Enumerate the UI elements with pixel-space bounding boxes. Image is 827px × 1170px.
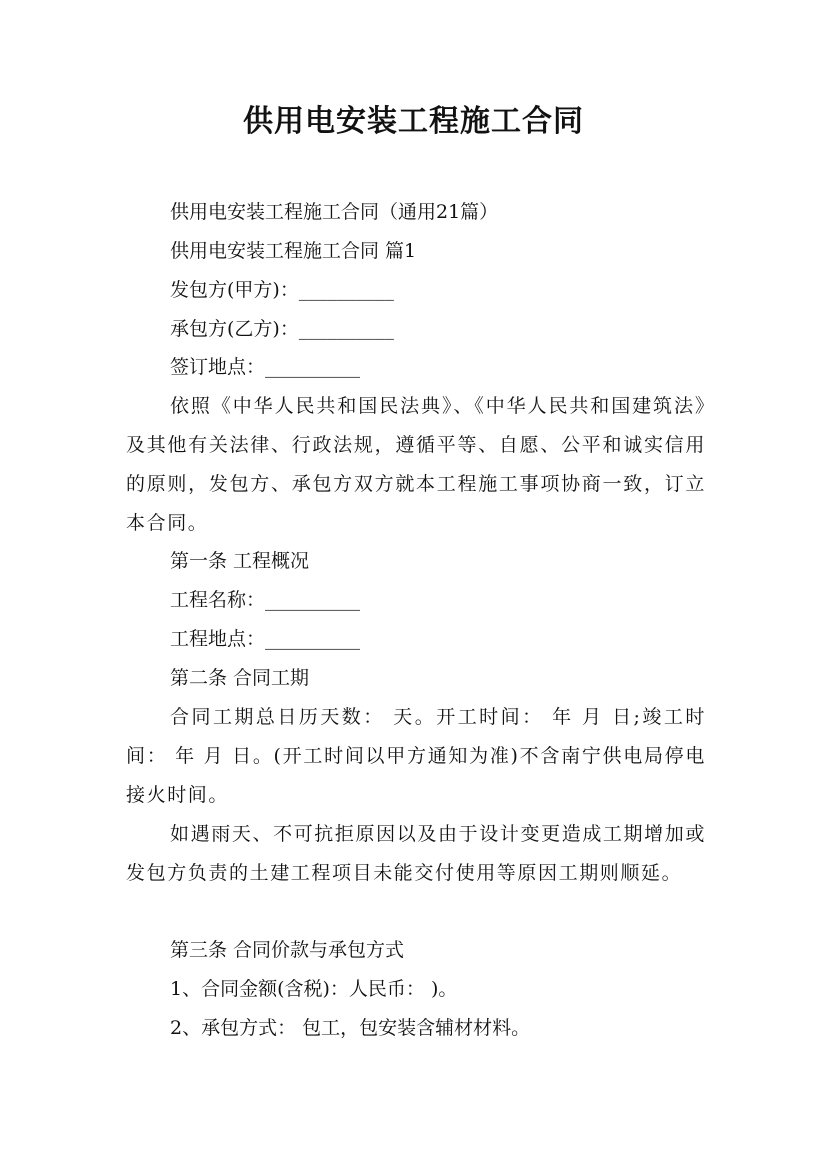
document-subtitle: 供用电安装工程施工合同（通用21篇） (170, 201, 499, 223)
delay-paragraph: 如遇雨天、不可抗拒原因以及由于设计变更造成工期增加或发包方负责的土建工程项目未能交付使用等原因工期则顺延。 (126, 823, 706, 884)
contract-method-item: 2、承包方式： 包工，包安装含辅材材料。 (170, 1017, 531, 1039)
party-b-field: 承包方(乙方)：__________ (170, 318, 394, 340)
document-title: 供用电安装工程施工合同 (243, 104, 584, 139)
part-heading: 供用电安装工程施工合同 篇1 (170, 240, 417, 262)
sign-place-field: 签订地点：__________ (170, 356, 361, 378)
schedule-paragraph: 合同工期总日历天数： 天。开工时间： 年 月 日;竣工时间： 年 月 日。(开工时间以甲方通知为准)不含南宁供电局停电接火时间。 (126, 706, 706, 806)
article3-heading: 第三条 合同价款与承包方式 (170, 939, 405, 961)
project-name-field: 工程名称：__________ (170, 589, 361, 611)
intro-paragraph: 依照《中华人民共和国民法典》、《中华人民共和国建筑法》及其他有关法律、行政法规，遵循平等、自愿、公平和诚实信用的原则，发包方、承包方双方就本工程施工事项协商一致，订立本合同。 (126, 395, 706, 534)
article2-heading: 第二条 合同工期 (170, 667, 310, 689)
party-a-field: 发包方(甲方)：__________ (170, 279, 394, 301)
contract-amount-item: 1、合同金额(含税)：人民币： )。 (170, 978, 458, 1000)
article1-heading: 第一条 工程概况 (170, 550, 310, 572)
project-place-field: 工程地点：__________ (170, 628, 361, 650)
